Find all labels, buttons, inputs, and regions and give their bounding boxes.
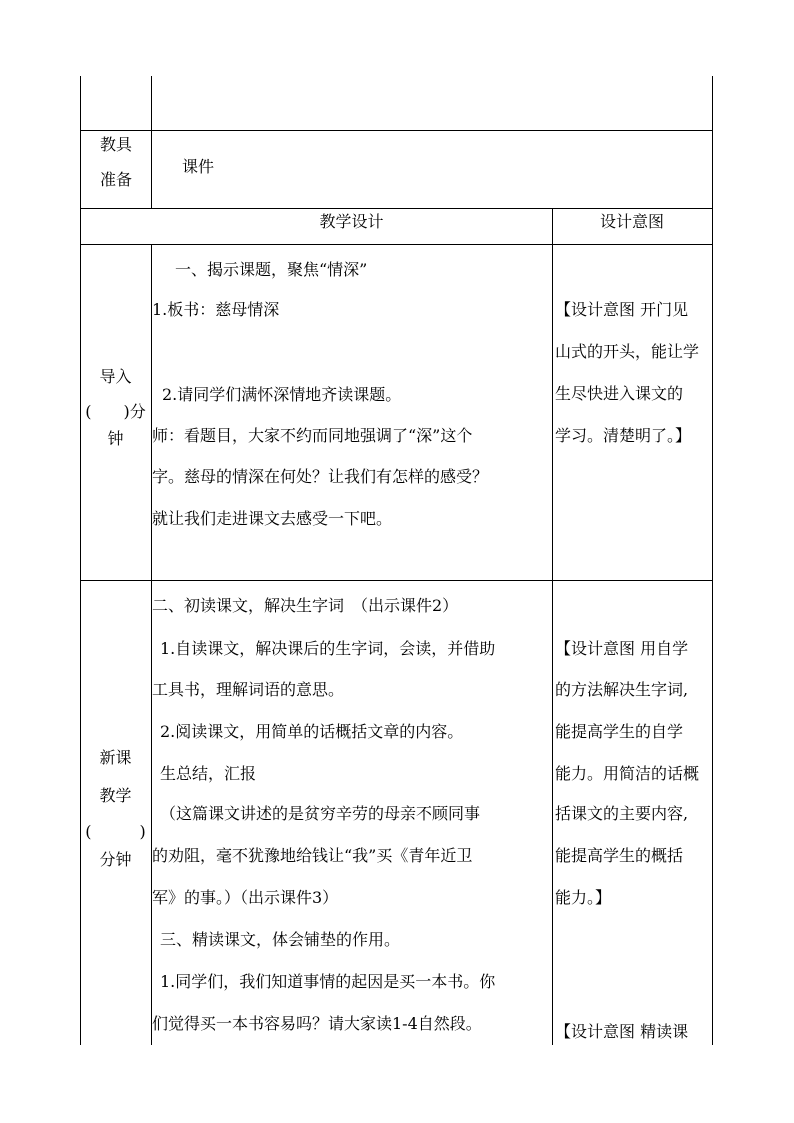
intro-label-line1: 导入 — [99, 367, 132, 386]
new-lesson-label-line4: 分钟 — [99, 850, 132, 869]
new-lesson-line-4: 2.阅读课文，用简单的话概括文章的内容。 — [160, 722, 464, 741]
equipment-value: 课件 — [182, 157, 215, 176]
intro-line-1: 一、揭示课题，聚焦“情深” — [175, 260, 368, 279]
equipment-label-line1: 教具 — [100, 135, 133, 154]
intro-label-line2: ( )分 — [85, 402, 146, 421]
intro-intent-line-4: 学习。清楚明了。】 — [555, 426, 692, 445]
new-lesson-intent-line-8: 【设计意图 精读课 — [555, 1022, 689, 1041]
new-lesson-label-line1: 新课 — [99, 748, 132, 767]
header-design: 教学设计 — [319, 212, 384, 231]
new-lesson-line-1: 二、初读课文，解决生字词 （出示课件2） — [152, 596, 459, 615]
new-lesson-intent-line-5: 括课文的主要内容, — [555, 804, 689, 823]
intro-intent-line-2: 山式的开头，能让学 — [555, 342, 700, 361]
intro-intent-line-3: 生尽快进入课文的 — [555, 384, 684, 403]
new-lesson-intent-line-1: 【设计意图 用自学 — [555, 639, 689, 658]
grid-label-divider-bottom — [151, 244, 152, 1045]
new-lesson-line-3: 工具书，理解词语的意思。 — [152, 680, 345, 699]
intro-intent-line-1: 【设计意图 开门见 — [555, 300, 689, 319]
new-lesson-intent-line-6: 能提高学生的概括 — [555, 846, 684, 865]
intro-label-line3: 钟 — [107, 429, 124, 448]
equipment-label-line2: 准备 — [100, 170, 133, 189]
intro-line-5: 字。慈母的情深在何处？让我们有怎样的感受？ — [152, 467, 489, 486]
new-lesson-line-2: 1.自读课文，解决课后的生字词，会读，并借助 — [160, 639, 496, 658]
grid-row-line-2 — [80, 208, 713, 209]
new-lesson-line-10: 1.同学们，我们知道事情的起因是买一本书。你 — [160, 972, 496, 991]
new-lesson-line-6: （这篇课文讲述的是贫穷辛劳的母亲不顾同事 — [160, 804, 481, 823]
new-lesson-intent-line-7: 能力。】 — [555, 888, 612, 907]
grid-row-line-3 — [80, 244, 713, 245]
new-lesson-label-line2: 教学 — [99, 786, 132, 805]
new-lesson-line-5: 生总结，汇报 — [160, 764, 257, 783]
grid-right-border — [712, 76, 713, 1045]
new-lesson-intent-line-4: 能力。用简洁的话概 — [555, 764, 700, 783]
intro-line-6: 就让我们走进课文去感受一下吧。 — [152, 509, 393, 528]
new-lesson-intent-line-2: 的方法解决生字词, — [555, 680, 689, 699]
new-lesson-label-line3: ( ) — [85, 822, 146, 841]
grid-left-border — [80, 76, 81, 1045]
grid-label-divider-top — [151, 76, 152, 208]
new-lesson-line-8: 军》的事。）（出示课件3） — [152, 888, 339, 907]
new-lesson-line-7: 的劝阻，毫不犹豫地给钱让“我”买《青年近卫 — [152, 846, 473, 865]
new-lesson-line-11: 们觉得买一本书容易吗？请大家读1-4自然段。 — [152, 1014, 482, 1033]
grid-row-line-4 — [80, 580, 713, 581]
grid-row-line-1 — [80, 130, 713, 131]
header-intent: 设计意图 — [599, 212, 664, 231]
grid-intent-divider — [552, 208, 553, 1045]
intro-line-4: 师：看题目，大家不约而同地强调了“深”这个 — [152, 426, 473, 445]
intro-line-3: 2.请同学们满怀深情地齐读课题。 — [162, 385, 402, 404]
new-lesson-line-9: 三、精读课文，体会铺垫的作用。 — [160, 930, 401, 949]
intro-line-2: 1.板书：慈母情深 — [152, 300, 280, 319]
new-lesson-intent-line-3: 能提高学生的自学 — [555, 722, 684, 741]
